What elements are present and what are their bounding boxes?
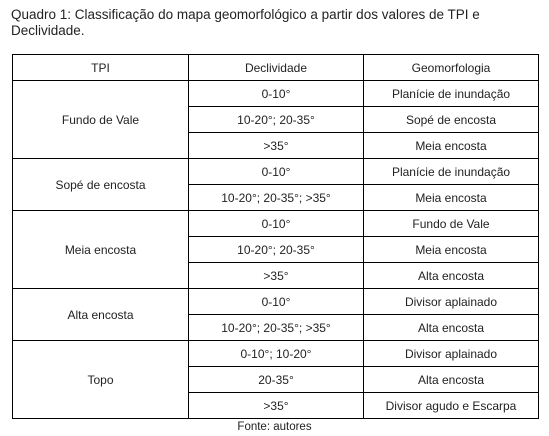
classification-table xyxy=(12,54,539,419)
geomorfologia-cell: Meia encosta xyxy=(364,237,539,263)
table-row xyxy=(13,341,539,367)
table-header xyxy=(13,55,539,81)
declividade-cell: 10-20°; 20-35° xyxy=(189,237,364,263)
declividade-cell: 10-20°; 20-35° xyxy=(189,107,364,133)
declividade-cell: >35° xyxy=(189,393,364,419)
geomorfologia-cell: Meia encosta xyxy=(364,185,539,211)
tpi-cell: Alta encosta xyxy=(13,289,189,341)
geomorfologia-cell: Planície de inundação xyxy=(364,159,539,185)
header-row xyxy=(13,55,539,81)
table-source: Fonte: autores xyxy=(237,421,312,433)
table-row xyxy=(13,211,539,237)
declividade-cell: >35° xyxy=(189,263,364,289)
tpi-cell: Sopé de encosta xyxy=(13,159,189,211)
table-body xyxy=(13,81,539,419)
header-tpi: TPI xyxy=(13,55,189,81)
table-row xyxy=(13,159,539,185)
declividade-cell: 20-35° xyxy=(189,367,364,393)
declividade-cell: 0-10° xyxy=(189,289,364,315)
header-geomorfologia: Geomorfologia xyxy=(364,55,539,81)
geomorfologia-cell: Meia encosta xyxy=(364,133,539,159)
declividade-cell: >35° xyxy=(189,133,364,159)
geomorfologia-cell: Alta encosta xyxy=(364,263,539,289)
geomorfologia-cell: Alta encosta xyxy=(364,315,539,341)
table-row xyxy=(13,289,539,315)
declividade-cell: 0-10° xyxy=(189,159,364,185)
geomorfologia-cell: Divisor aplainado xyxy=(364,289,539,315)
table-caption: Quadro 1: Classificação do mapa geomorfológico a partir dos valores de TPI e Declividade. xyxy=(11,7,480,38)
tpi-cell: Fundo de Vale xyxy=(13,81,189,159)
geomorfologia-cell: Divisor aplainado xyxy=(364,341,539,367)
declividade-cell: 0-10° xyxy=(189,81,364,107)
geomorfologia-cell: Divisor agudo e Escarpa xyxy=(364,393,539,419)
geomorfologia-cell: Planície de inundação xyxy=(364,81,539,107)
tpi-cell: Meia encosta xyxy=(13,211,189,289)
geomorfologia-cell: Fundo de Vale xyxy=(364,211,539,237)
declividade-cell: 0-10° xyxy=(189,211,364,237)
table-row xyxy=(13,81,539,107)
geomorfologia-cell: Sopé de encosta xyxy=(364,107,539,133)
geomorfologia-cell: Alta encosta xyxy=(364,367,539,393)
declividade-cell: 0-10°; 10-20° xyxy=(189,341,364,367)
header-declividade: Declividade xyxy=(189,55,364,81)
tpi-cell: Topo xyxy=(13,341,189,419)
declividade-cell: 10-20°; 20-35°; >35° xyxy=(189,185,364,211)
declividade-cell: 10-20°; 20-35°; >35° xyxy=(189,315,364,341)
